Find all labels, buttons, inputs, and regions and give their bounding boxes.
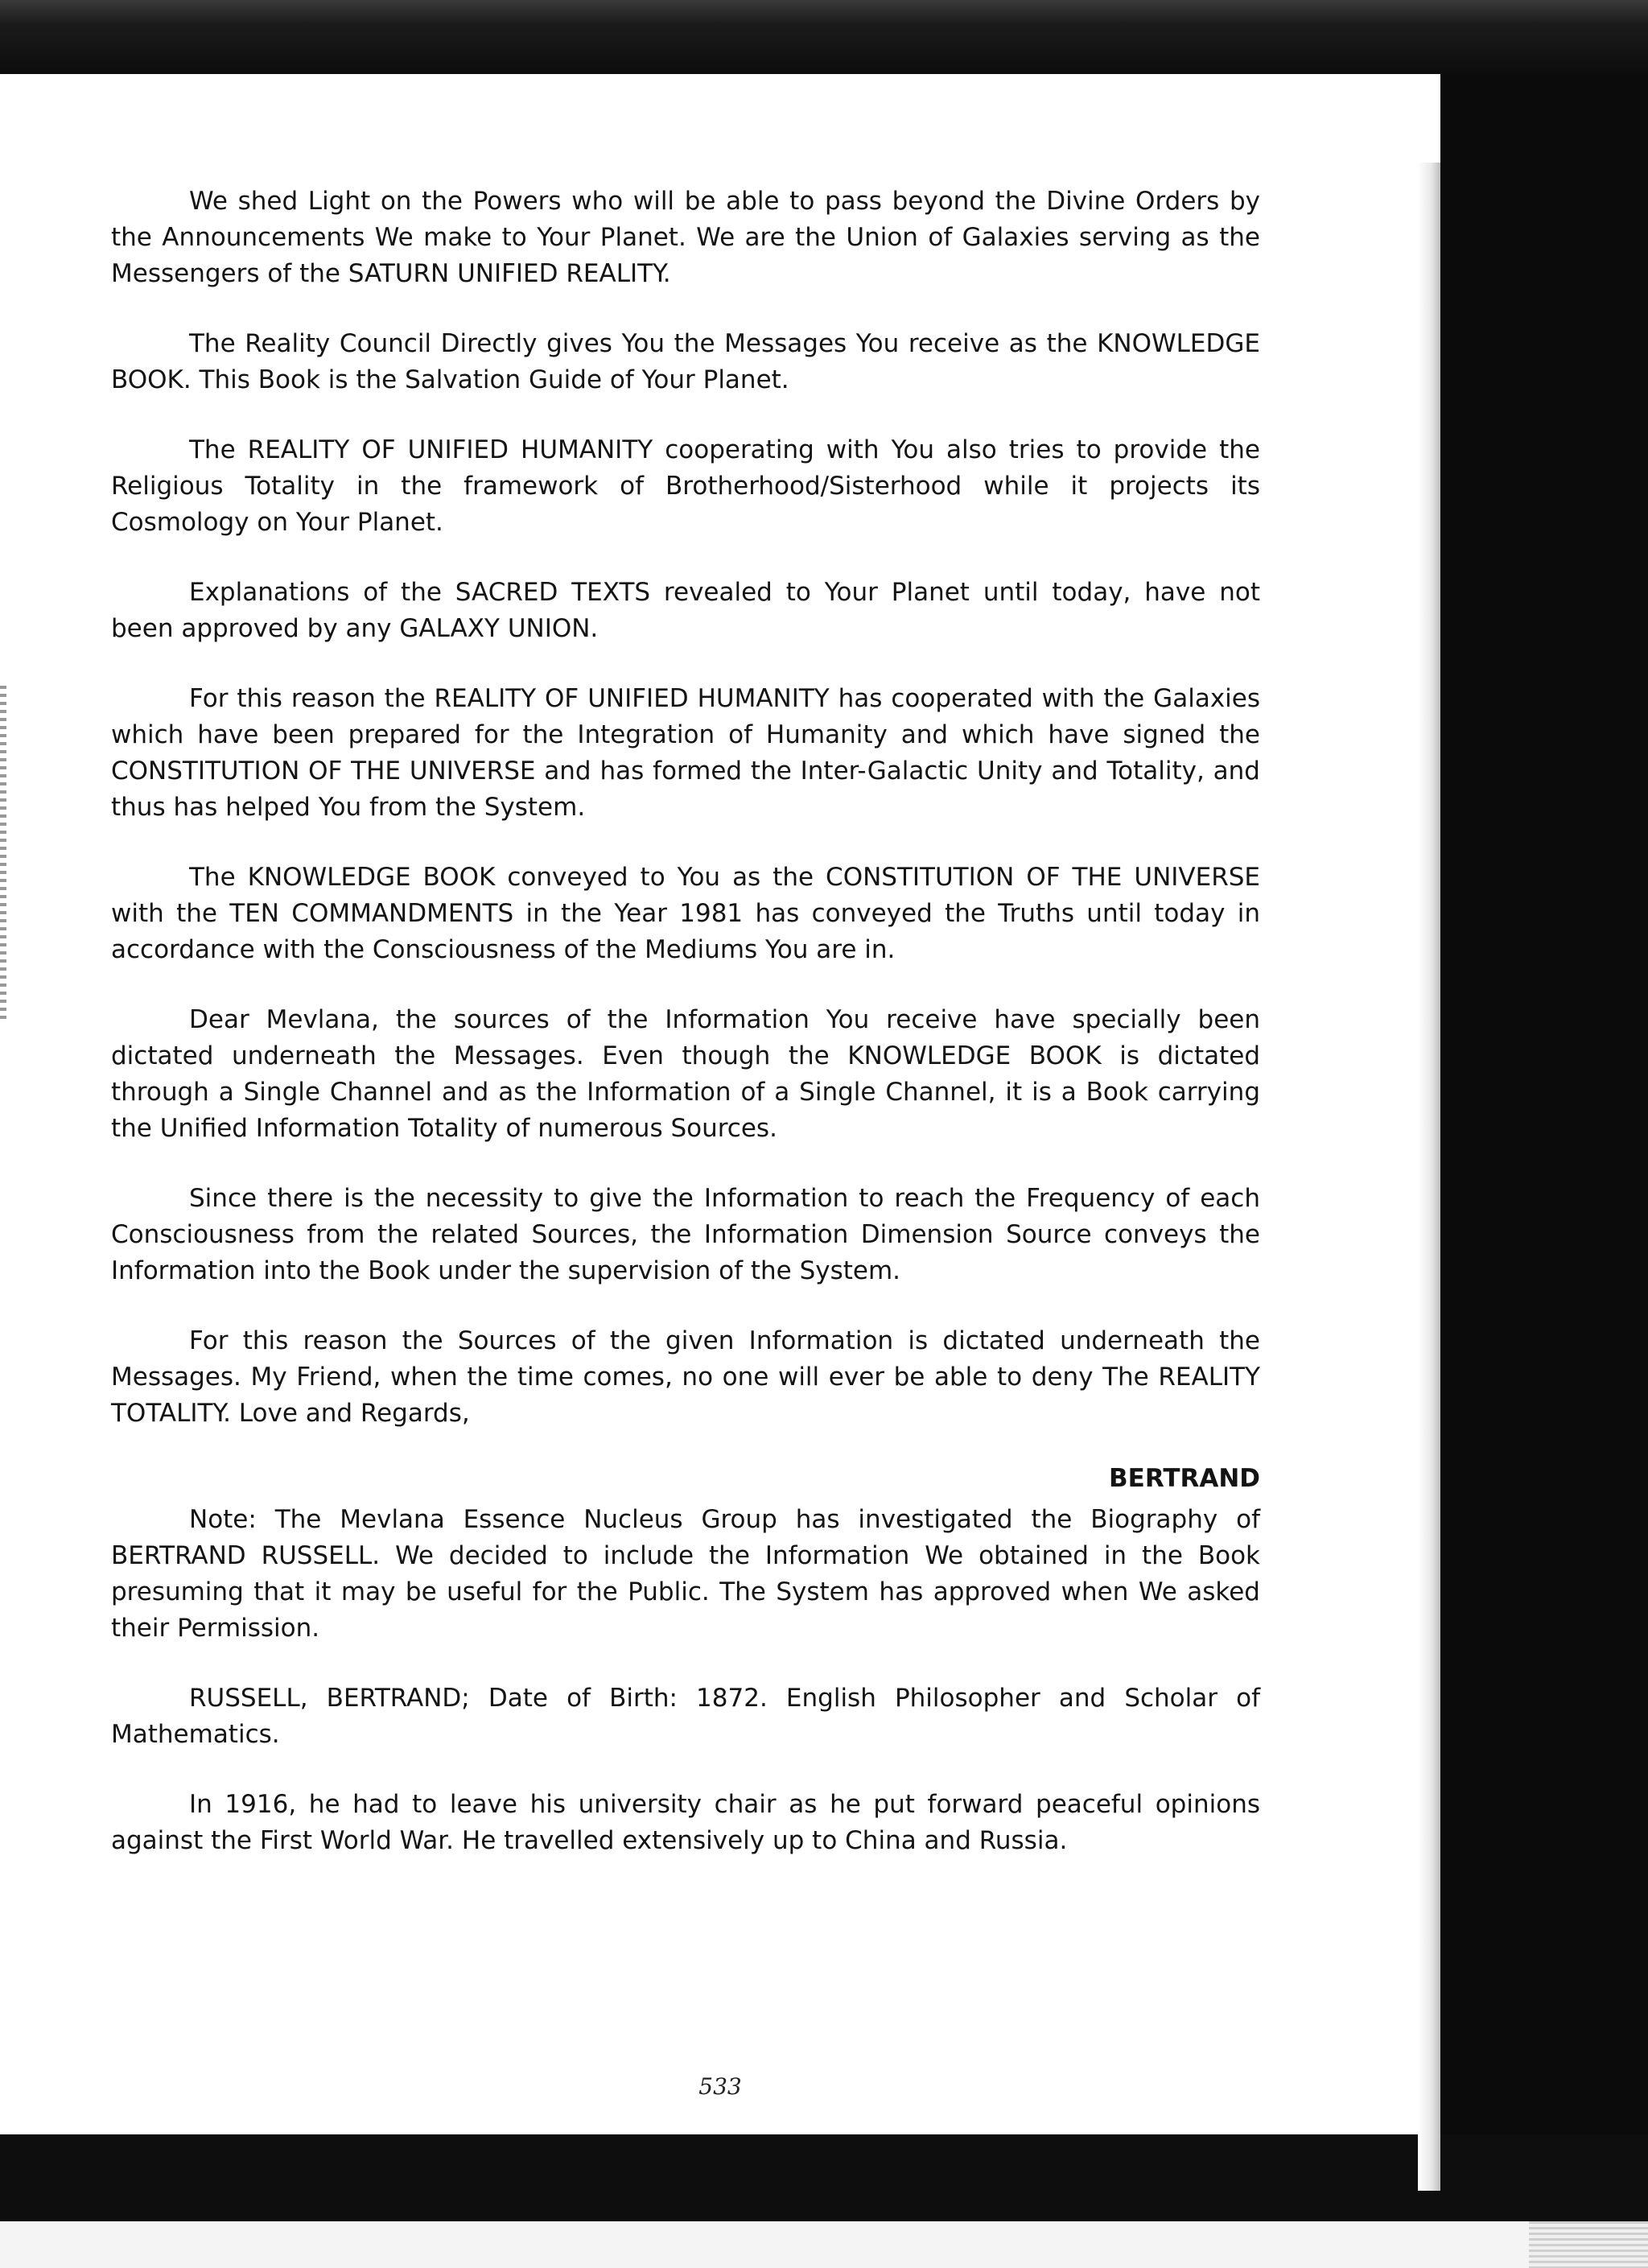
page-edge-shadow [1418,163,1440,2191]
scan-border-right [1440,74,1648,2134]
note-paragraph: Note: The Mevlana Essence Nucleus Group has investigated the Biography of BERTRAND RUSSELL. We decided to include the Information We obtained in the Book presuming that it may be useful for the Public. The System has approved when We asked their Permission. [111,1505,1260,1643]
scan-page-stack [1529,2221,1648,2268]
paragraph: The KNOWLEDGE BOOK conveyed to You as the CONSTITUTION OF THE UNIVERSE with the TEN COMMANDMENTS in the Year 1981 has conveyed the Truths until today in accordance with the Consciousness of the Mediums You are in. [111,863,1260,964]
paragraph: The REALITY OF UNIFIED HUMANITY cooperating with You also tries to provide the Religious Totality in the framework of Brotherhood/Sisterhood while it projects its Cosmology on Your Planet. [111,435,1260,537]
scan-border-top [0,0,1648,74]
signature: BERTRAND [1109,1464,1260,1493]
paragraph: For this reason the Sources of the given Information is dictated underneath the Messages. My Friend, when the time comes, no one will ever be able to deny The REALITY TOTALITY. Love and Regards, [111,1326,1260,1428]
paragraph: The Reality Council Directly gives You the Messages You receive as the KNOWLEDGE BOOK. This Book is the Salvation Guide of Your Planet. [111,329,1260,394]
paragraph: Dear Mevlana, the sources of the Information You receive have specially been dictated underneath the Messages. Even though the KNOWLEDGE BOOK is dictated through a Single Channel and as the Information of a Single Channel, it is a Book carrying the Unified Information Totality of numerous Sources. [111,1005,1260,1143]
page-number: 533 [698,2073,742,2100]
scan-background-bottom [0,2221,1648,2268]
note-paragraph: RUSSELL, BERTRAND; Date of Birth: 1872. English Philosopher and Scholar of Mathematics. [111,1684,1260,1749]
page-body [111,184,1260,1893]
note-paragraph: In 1916, he had to leave his university chair as he put forward peaceful opinions against the First World War. He travelled extensively up to China and Russia. [111,1790,1260,1855]
paragraph: Explanations of the SACRED TEXTS revealed to Your Planet until today, have not been approved by any GALAXY UNION. [111,578,1260,643]
paragraph: For this reason the REALITY OF UNIFIED HUMANITY has cooperated with the Galaxies which have been prepared for the Integration of Humanity and which have signed the CONSTITUTION OF THE UNIVERSE and has formed the Inter-Galactic Unity and Totality, and thus has helped You from the System. [111,684,1260,822]
paragraph: We shed Light on the Powers who will be able to pass beyond the Divine Orders by the Announcements We make to Your Planet. We are the Union of Galaxies serving as the Messengers of the SATURN UNIFIED REALITY. [111,187,1260,288]
page-edge-marks [0,686,6,1024]
paragraph: Since there is the necessity to give the Information to reach the Frequency of each Consciousness from the related Sources, the Information Dimension Source conveys the Information into the Book under the supervision of the System. [111,1184,1260,1285]
